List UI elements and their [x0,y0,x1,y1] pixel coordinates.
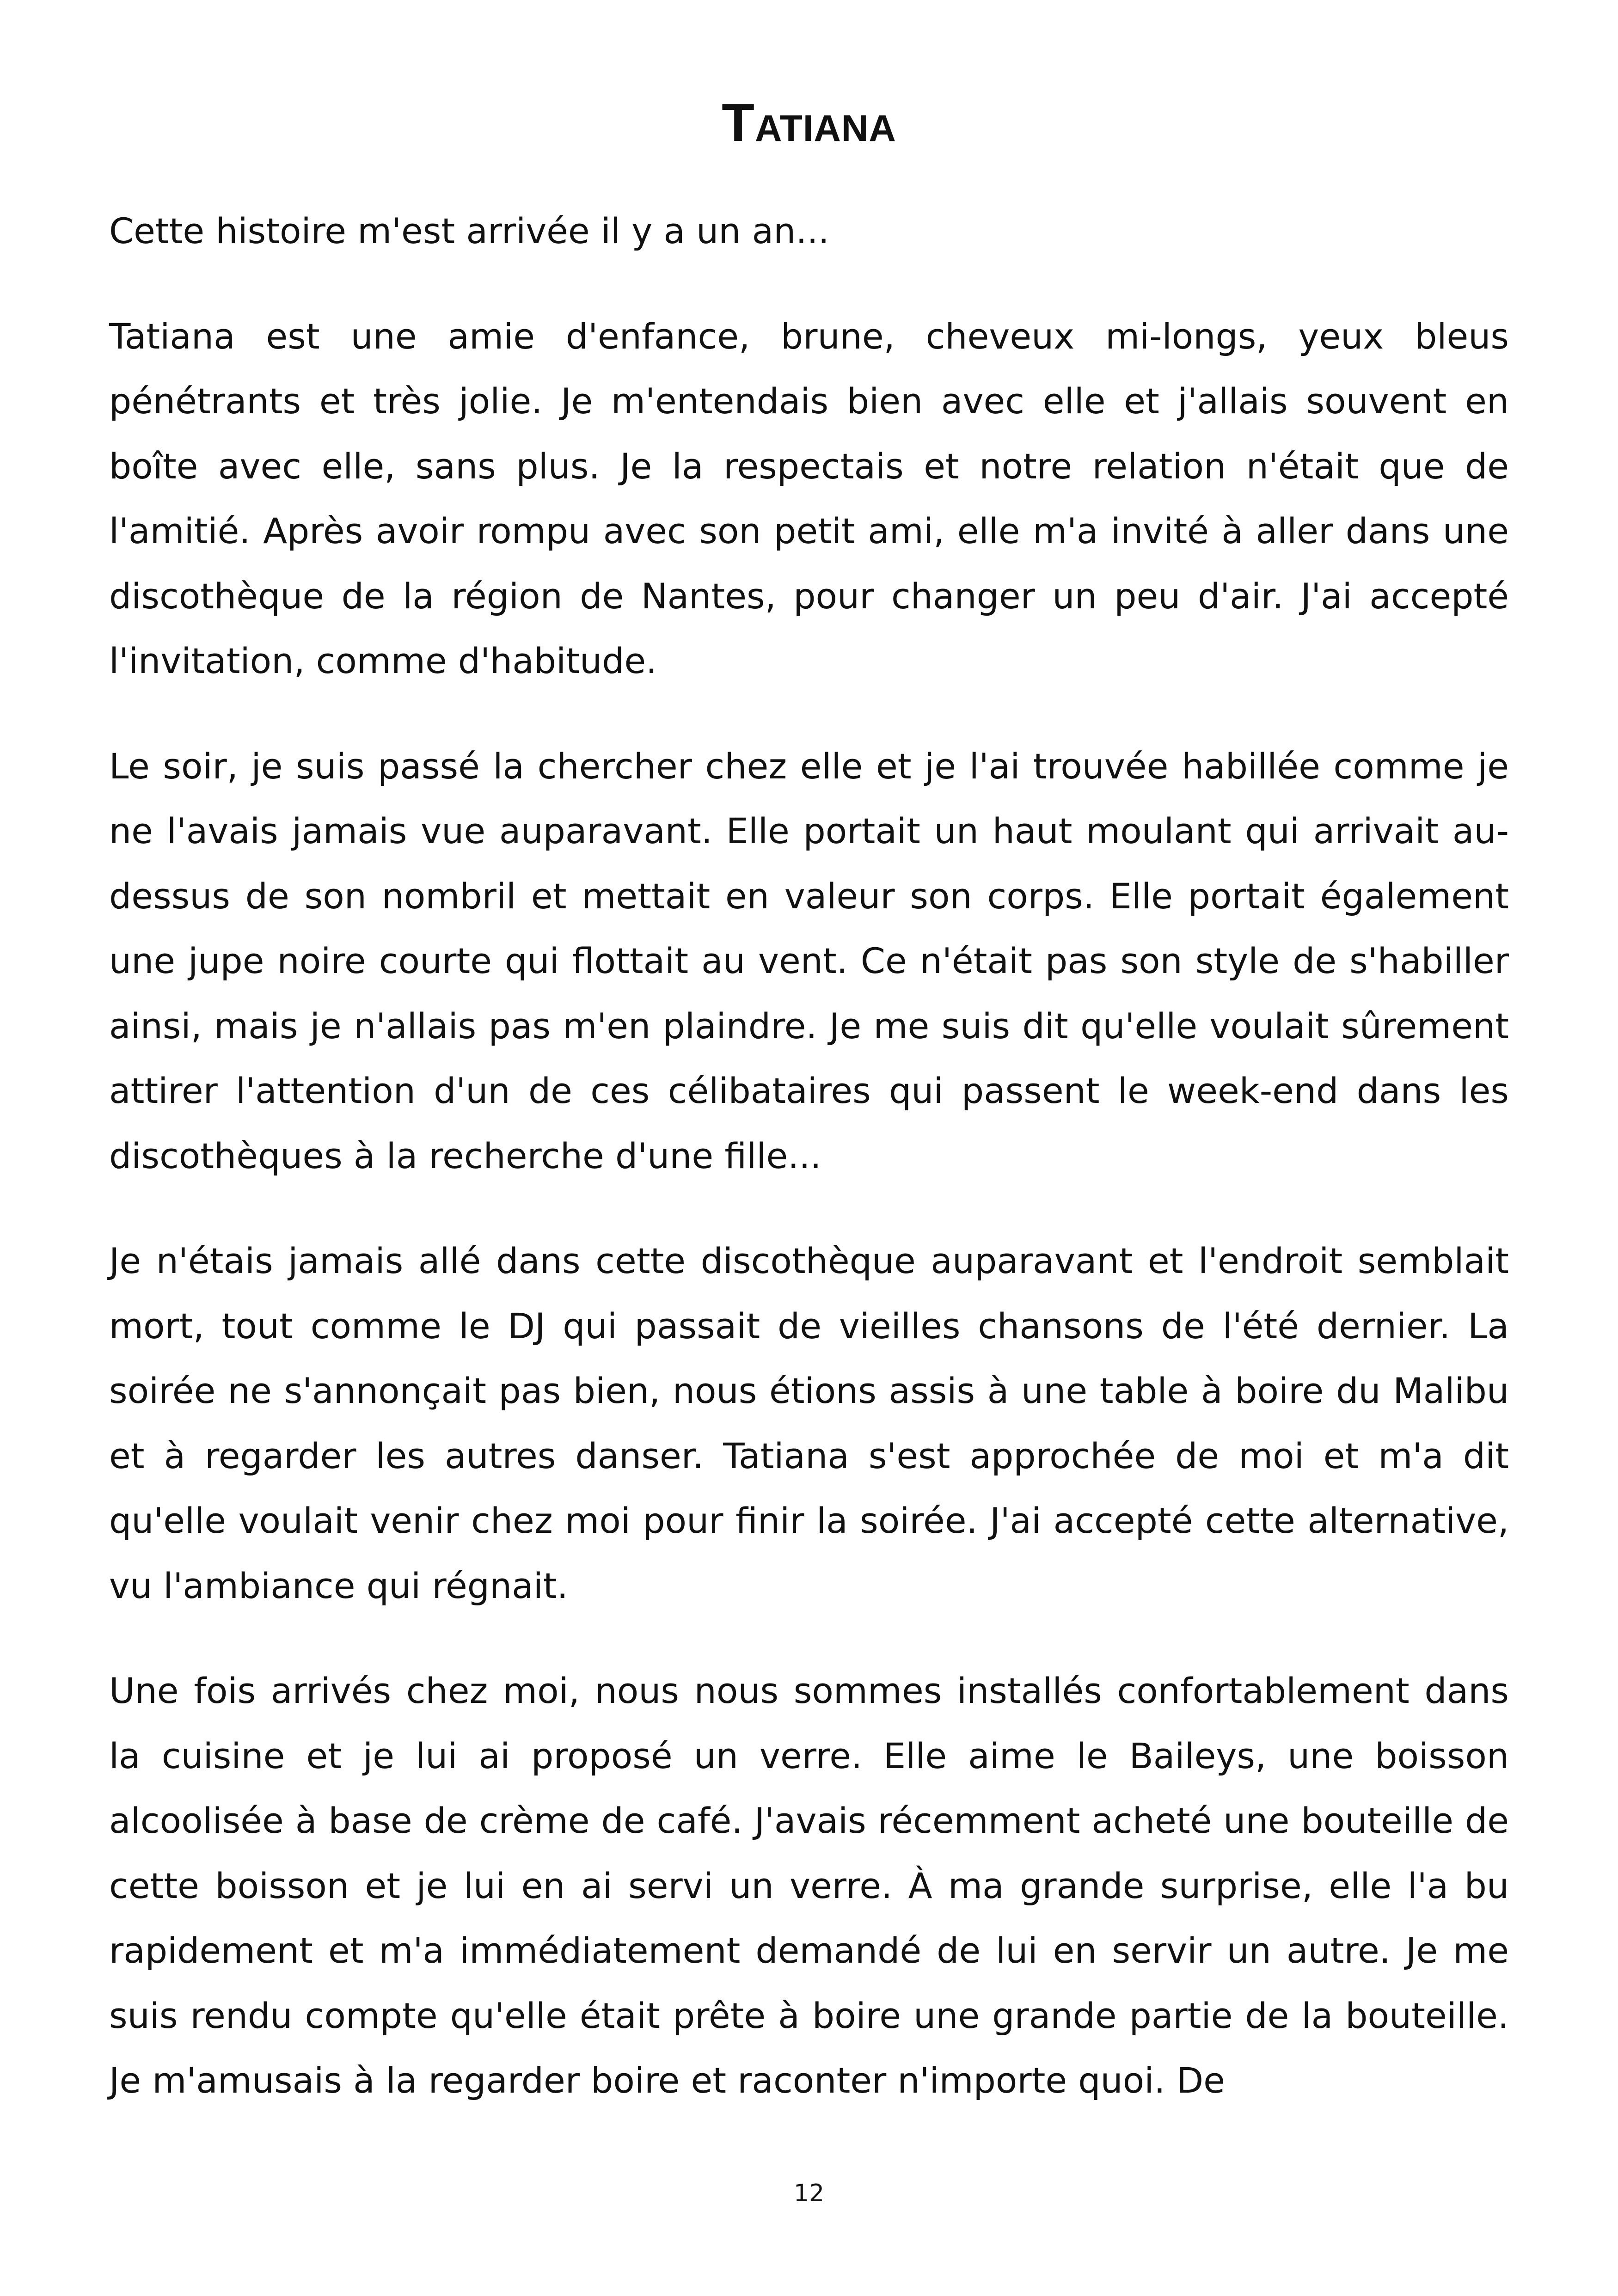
page-title: Tatiana [722,92,896,153]
paragraph-1: Cette histoire m'est arrivée il y a un an... [109,210,829,251]
page-number: 12 [793,2180,825,2207]
paragraph-2: Tatiana est une amie d'enfance, brune, cheveux mi-longs, yeux bleus pénétrants et très jolie. Je m'entendais bien avec elle et j'allais souvent en boîte avec elle, sans plus. Je la respectais et notre relation n'était que de l'amitié. Après avoir rompu avec son petit ami, elle m'a invité à aller dans une discothèque de la région de Nantes, pour changer un peu d'air. J'ai accepté l'invitation, comme d'habitude. [109,315,1509,681]
paragraph-3: Le soir, je suis passé la chercher chez elle et je l'ai trouvée habillée comme je ne l'avais jamais vue auparavant. Elle portait un haut moulant qui arrivait au-dessus de son nombril et mettait en valeur son corps. Elle portait également une jupe noire courte qui flottait au vent. Ce n'était pas son style de s'habiller ainsi, mais je n'allais pas m'en plaindre. Je me suis dit qu'elle voulait sûrement attirer l'attention d'un de ces célibataires qui passent le week-end dans les discothèques à la recherche d'une fille... [109,745,1509,1176]
paragraph-4: Je n'étais jamais allé dans cette discothèque auparavant et l'endroit semblait mort, tout comme le DJ qui passait de vieilles chansons de l'été dernier. La soirée ne s'annonçait pas bien, nous étions assis à une table à boire du Malibu et à regarder les autres danser. Tatiana s'est approchée de moi et m'a dit qu'elle voulait venir chez moi pour finir la soirée. J'ai accepté cette alternative, vu l'ambiance qui régnait. [109,1240,1509,1606]
body-text [109,199,1509,2113]
paragraph-5: Une fois arrivés chez moi, nous nous sommes installés confortablement dans la cuisine et je lui ai proposé un verre. Elle aime le Baileys, une boisson alcoolisée à base de crème de café. J'avais récemment acheté une bouteille de cette boisson et je lui en ai servi un verre. À ma grande surprise, elle l'a bu rapidement et m'a immédiatement demandé de lui en servir un autre. Je me suis rendu compte qu'elle était prête à boire une grande partie de la bouteille. Je m'amusais à la regarder boire et raconter n'importe quoi. De [109,1670,1509,2101]
